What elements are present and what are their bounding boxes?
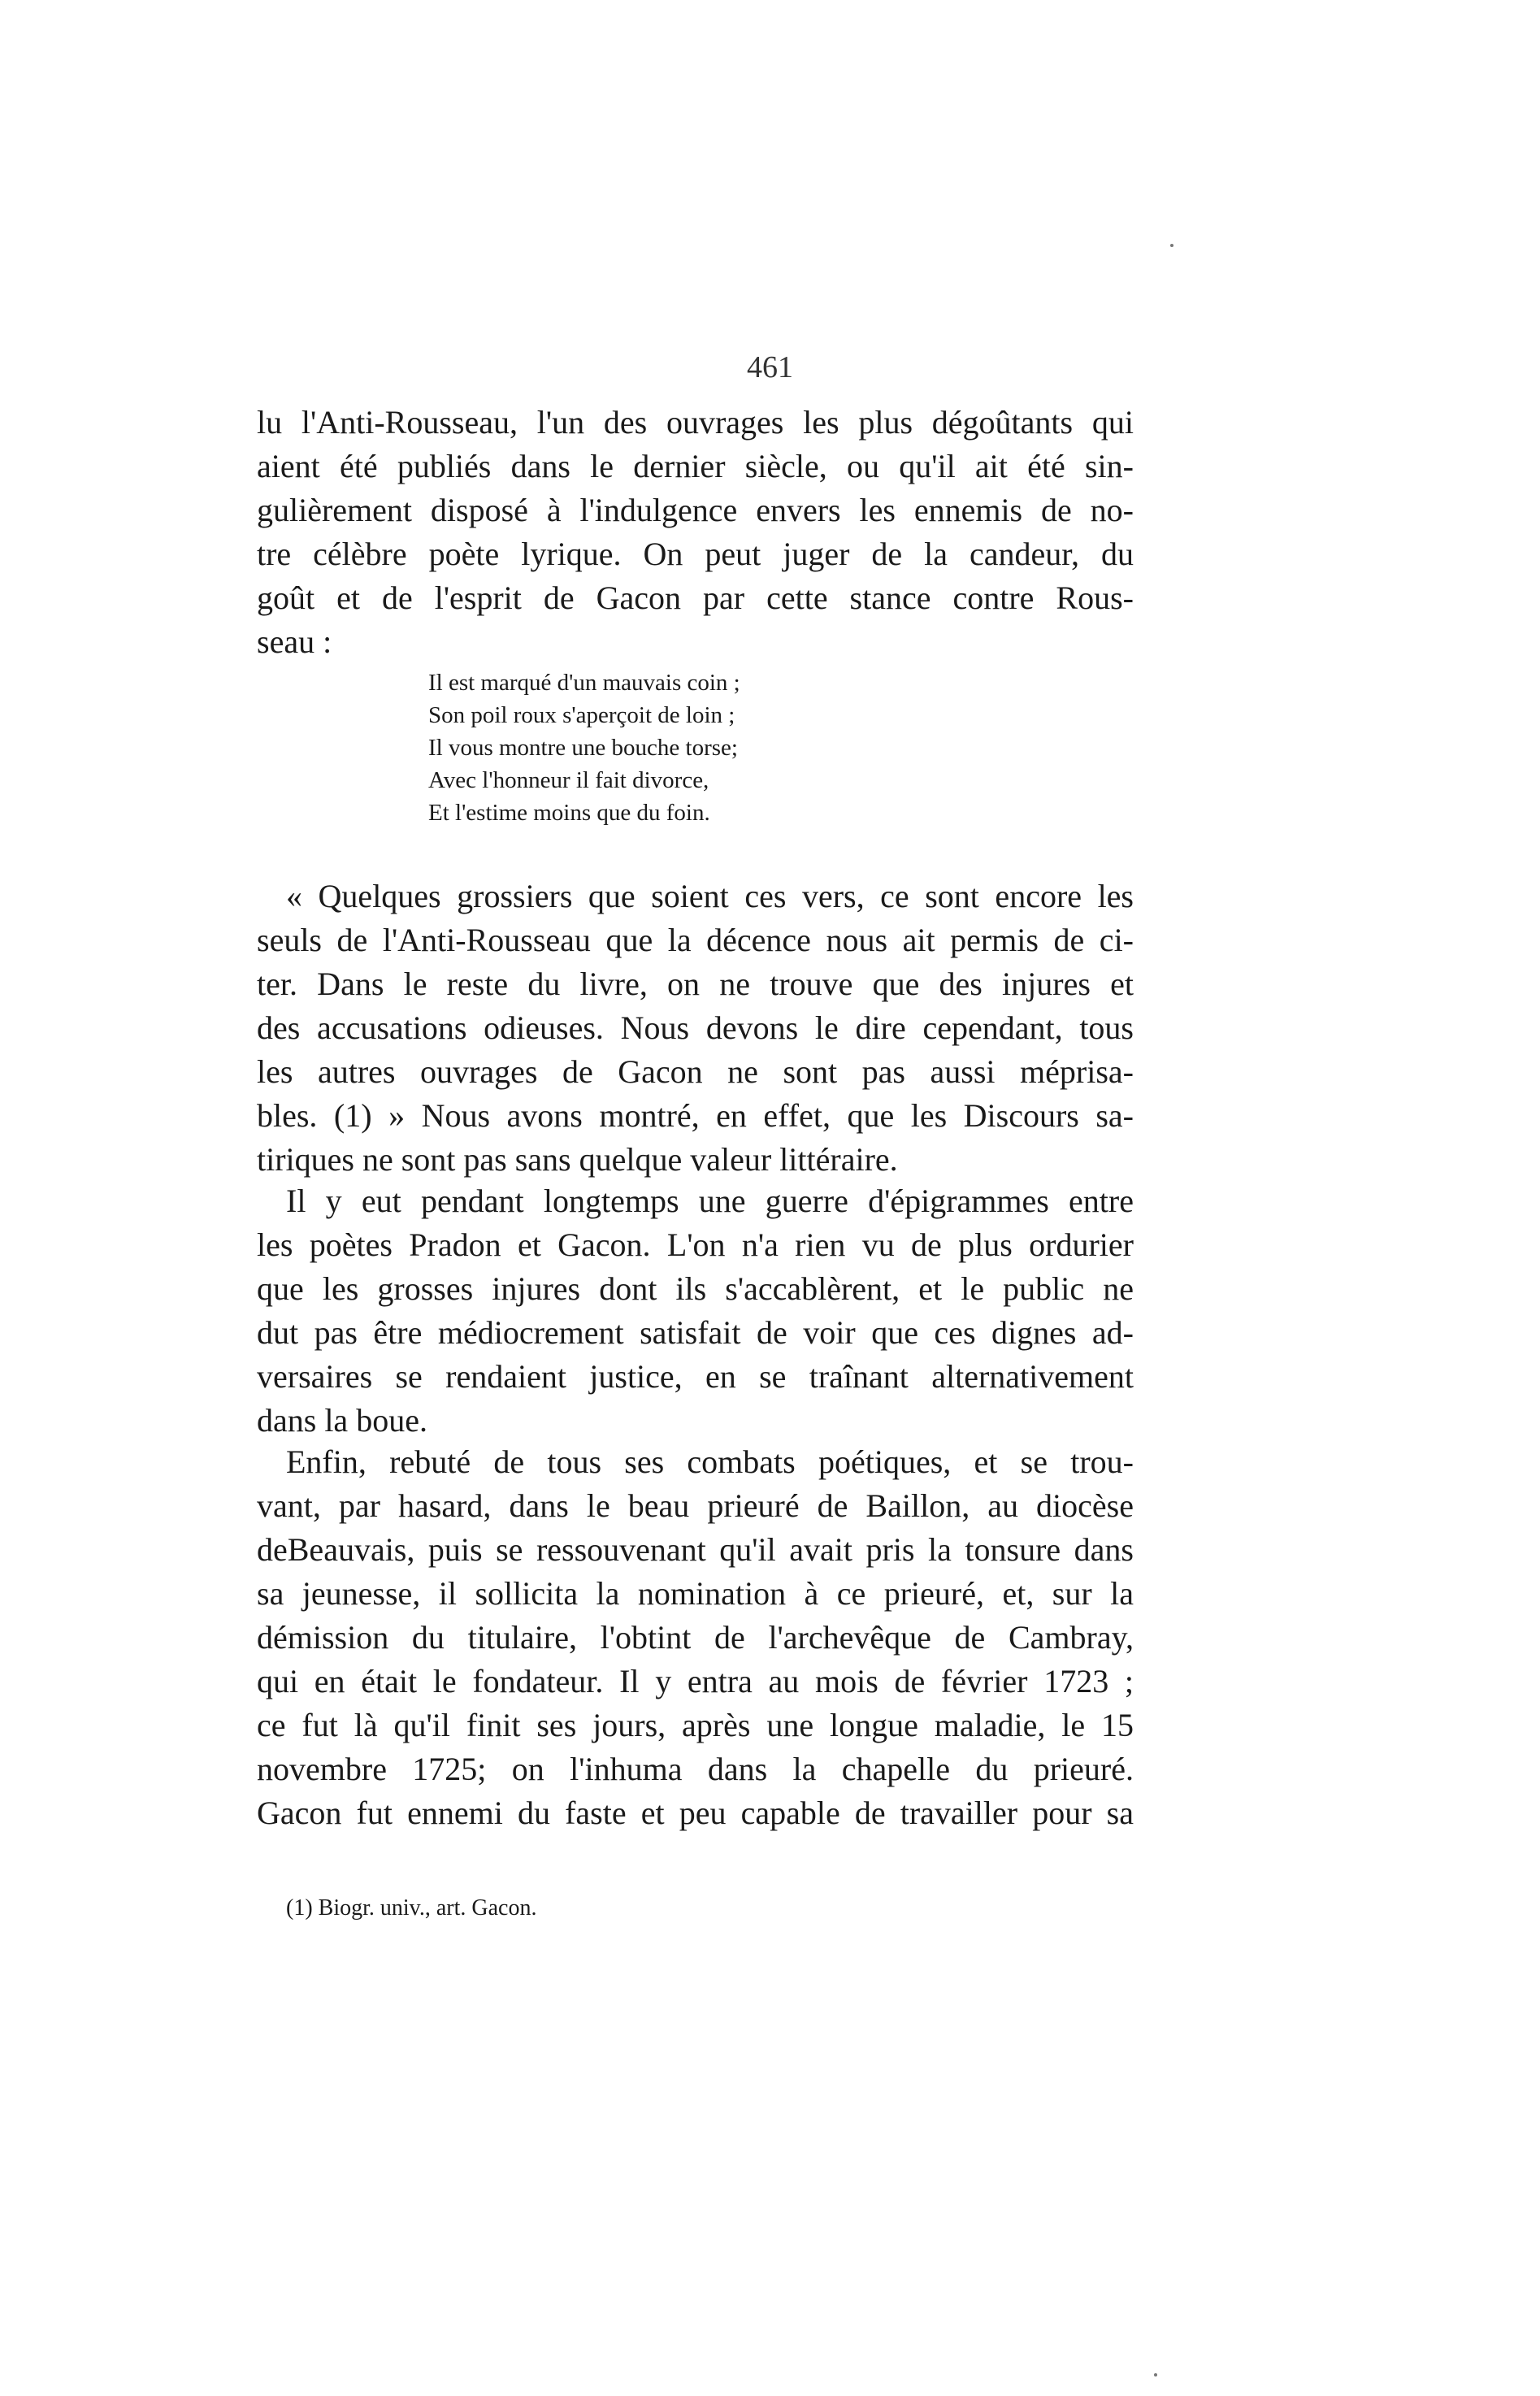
paragraph-4 <box>257 1440 1134 1835</box>
text-line: sa jeunesse, il sollicita la nomination à ce prieuré, et, sur la <box>257 1575 1134 1612</box>
text-line: bles. (1) » Nous avons montré, en effet, que les Discours sa- <box>257 1097 1134 1134</box>
page-number: 461 <box>747 350 793 384</box>
text-line: tre célèbre poète lyrique. On peut juger de la candeur, du <box>257 536 1134 572</box>
verse-stanza <box>428 666 740 829</box>
footnote: (1) Biogr. univ., art. Gacon. <box>286 1895 537 1921</box>
text-line: novembre 1725; on l'inhuma dans la chapelle du prieuré. <box>257 1751 1134 1787</box>
text-line: goût et de l'esprit de Gacon par cette stance contre Rous- <box>257 579 1134 616</box>
text-line: « Quelques grossiers que soient ces vers, ce sont encore les <box>286 878 1134 914</box>
verse-line: Il est marqué d'un mauvais coin ; <box>428 670 740 696</box>
text-line: Gacon fut ennemi du faste et peu capable de travailler pour sa <box>257 1795 1134 1831</box>
text-line: que les grosses injures dont ils s'accablèrent, et le public ne <box>257 1270 1134 1307</box>
text-line: Enfin, rebuté de tous ses combats poétiques, et se trou- <box>286 1443 1134 1480</box>
paragraph-2 <box>257 875 1134 1182</box>
text-line: seuls de l'Anti-Rousseau que la décence nous ait permis de ci- <box>257 922 1134 958</box>
text-line: versaires se rendaient justice, en se traînant alternativement <box>257 1358 1134 1395</box>
text-line: ter. Dans le reste du livre, on ne trouve que des injures et <box>257 966 1134 1002</box>
text-line: lu l'Anti-Rousseau, l'un des ouvrages les plus dégoûtants qui <box>257 404 1134 441</box>
text-line: seau : <box>257 623 332 660</box>
text-line: ce fut là qu'il finit ses jours, après une longue maladie, le 15 <box>257 1707 1134 1743</box>
text-line: les autres ouvrages de Gacon ne sont pas aussi méprisa- <box>257 1053 1134 1090</box>
text-line: vant, par hasard, dans le beau prieuré de Baillon, au diocèse <box>257 1487 1134 1524</box>
text-line: les poètes Pradon et Gacon. L'on n'a rien vu de plus ordurier <box>257 1226 1134 1263</box>
text-line: gulièrement disposé à l'indulgence envers les ennemis de no- <box>257 492 1134 528</box>
text-line: tiriques ne sont pas sans quelque valeur littéraire. <box>257 1141 898 1178</box>
scan-speck <box>1154 2373 1157 2376</box>
text-line: dans la boue. <box>257 1402 427 1439</box>
paragraph-1 <box>257 401 1134 664</box>
paragraph-3 <box>257 1179 1134 1443</box>
verse-line: Il vous montre une bouche torse; <box>428 735 738 761</box>
text-line: aient été publiés dans le dernier siècle, ou qu'il ait été sin- <box>257 448 1134 484</box>
verse-line: Avec l'honneur il fait divorce, <box>428 767 709 793</box>
text-line: démission du titulaire, l'obtint de l'archevêque de Cambray, <box>257 1619 1134 1656</box>
text-line: des accusations odieuses. Nous devons le dire cependant, tous <box>257 1009 1134 1046</box>
scan-speck <box>1170 244 1173 247</box>
verse-line: Et l'estime moins que du foin. <box>428 800 710 826</box>
verse-line: Son poil roux s'aperçoit de loin ; <box>428 702 735 728</box>
text-line: qui en était le fondateur. Il y entra au mois de février 1723 ; <box>257 1663 1134 1699</box>
text-line: deBeauvais, puis se ressouvenant qu'il avait pris la tonsure dans <box>257 1531 1134 1568</box>
text-line: Il y eut pendant longtemps une guerre d'épigrammes entre <box>286 1183 1134 1219</box>
text-line: dut pas être médiocrement satisfait de voir que ces dignes ad- <box>257 1314 1134 1351</box>
